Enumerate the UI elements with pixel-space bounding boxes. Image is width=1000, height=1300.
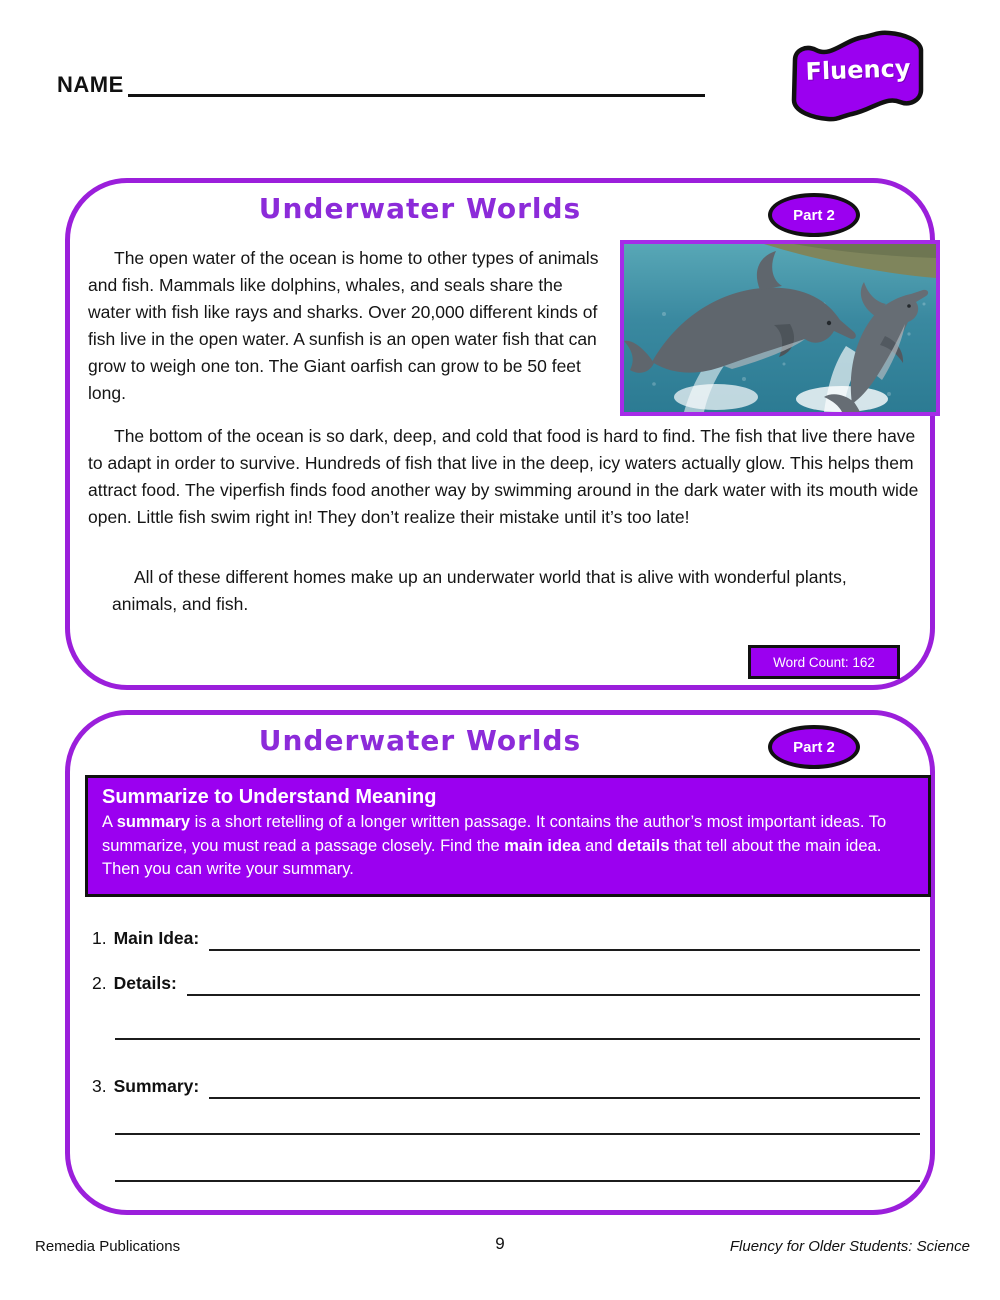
instruction-body: A summary is a short retelling of a longer written passage. It contains the author’s most important ideas. To summarize, you must read a passage closely. Find the main idea and details that tell about the main idea. Then you can write your summary. bbox=[102, 813, 887, 878]
summary-item bbox=[92, 1075, 920, 1099]
reading-passage-box bbox=[65, 178, 935, 690]
name-write-line bbox=[128, 60, 705, 97]
dolphins-photo bbox=[620, 240, 940, 416]
passage-paragraph-1: The open water of the ocean is home to other types of animals and fish. Mammals like dolphins, whales, and seals share the water with fish like rays and sharks. Over 20,000 different kinds of fish live in the open water. A sunfish is an open water fish that can grow to weigh one ton. The Giant oarfish can grow to be 50 feet long. bbox=[88, 248, 599, 403]
footer-publisher: Remedia Publications bbox=[35, 1238, 181, 1255]
item-label: Main Idea: bbox=[113, 928, 200, 948]
write-line bbox=[187, 972, 920, 996]
instruction-heading: Summarize to Understand Meaning bbox=[102, 786, 437, 808]
word-count-badge: Word Count: 162 bbox=[748, 645, 900, 679]
details-item bbox=[92, 972, 920, 996]
write-line bbox=[115, 1180, 920, 1182]
passage-title: Underwater Worlds bbox=[258, 192, 582, 225]
part-badge-2: Part 2 bbox=[768, 725, 860, 769]
name-label: NAME bbox=[57, 72, 124, 97]
item-label: Summary: bbox=[113, 1076, 200, 1096]
item-number: 3. bbox=[92, 1076, 107, 1096]
item-label: Details: bbox=[113, 973, 177, 993]
part-badge: Part 2 bbox=[768, 193, 860, 237]
activity-title: Underwater Worlds bbox=[258, 724, 582, 757]
flag-label: Fluency bbox=[805, 54, 911, 86]
main-idea-item bbox=[92, 927, 920, 951]
passage-paragraph-3: All of these different homes make up an underwater world that is alive with wonderful plants, animals, and fish. bbox=[112, 567, 847, 614]
passage-paragraph-2: The bottom of the ocean is so dark, deep, and cold that food is hard to find. The fish that live there have to adapt in order to survive. Hundreds of fish that live in the deep, icy waters actually glow. This helps them attract food. The viperfish finds food another way by swimming around in the dark water with its mouth wide open. Little fish swim right in! They don’t realize their mistake until it’s too late! bbox=[88, 426, 919, 527]
instruction-box bbox=[85, 775, 931, 897]
footer-page-number: 9 bbox=[495, 1234, 505, 1253]
write-line bbox=[115, 1133, 920, 1135]
item-number: 1. bbox=[92, 928, 107, 948]
footer-series: Fluency for Older Students: Science bbox=[729, 1238, 970, 1255]
write-line bbox=[115, 1038, 920, 1040]
dolphins-photo-illustration bbox=[624, 244, 936, 412]
summary-activity-box bbox=[65, 710, 935, 1215]
fluency-flag bbox=[786, 30, 930, 128]
write-line bbox=[209, 927, 920, 951]
write-line bbox=[209, 1075, 920, 1099]
item-number: 2. bbox=[92, 973, 107, 993]
